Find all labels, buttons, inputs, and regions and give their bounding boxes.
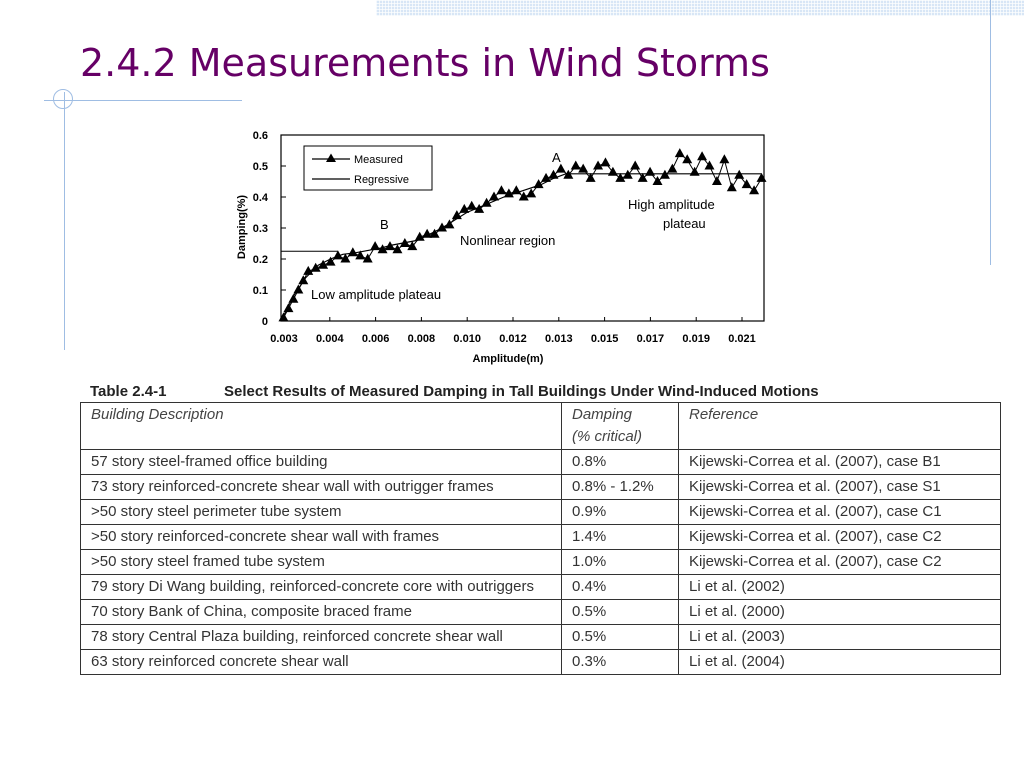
x-tick-label: 0.004 xyxy=(316,333,344,345)
measured-point xyxy=(667,164,677,173)
x-tick-label: 0.019 xyxy=(682,333,710,345)
cell-building-description: 79 story Di Wang building, reinforced-concrete core with outriggers xyxy=(81,575,562,600)
measured-point xyxy=(496,185,506,194)
table-row xyxy=(81,500,1001,525)
y-tick-label: 0.2 xyxy=(252,254,268,266)
cell-damping: 0.8% - 1.2% xyxy=(562,475,679,500)
cell-damping: 0.8% xyxy=(562,450,679,475)
measured-point xyxy=(719,154,729,163)
y-tick-label: 0.5 xyxy=(252,161,268,173)
x-tick-label: 0.010 xyxy=(453,333,481,345)
table-row xyxy=(81,525,1001,550)
x-tick-label: 0.021 xyxy=(728,333,756,345)
table-row xyxy=(81,650,1001,675)
y-axis-label: Damping(%) xyxy=(236,194,248,260)
cell-damping: 1.0% xyxy=(562,550,679,575)
damping-chart xyxy=(228,122,788,372)
measured-point xyxy=(727,182,737,191)
measured-point xyxy=(690,167,700,176)
table-header-row xyxy=(81,403,1001,450)
annotation-high-2: plateau xyxy=(663,216,706,231)
table-row xyxy=(81,450,1001,475)
y-tick-label: 0 xyxy=(261,316,268,328)
cell-damping: 0.9% xyxy=(562,500,679,525)
measured-point xyxy=(370,241,380,250)
table-caption-label: Table 2.4-1 xyxy=(90,383,167,400)
cell-building-description: 78 story Central Plaza building, reinforced concrete shear wall xyxy=(81,625,562,650)
y-tick-label: 0.3 xyxy=(252,223,268,235)
measured-point xyxy=(571,161,581,170)
x-tick-label: 0.012 xyxy=(499,333,527,345)
cell-building-description: >50 story reinforced-concrete shear wall with frames xyxy=(81,525,562,550)
x-tick-label: 0.006 xyxy=(361,333,390,345)
x-tick-label: 0.008 xyxy=(407,333,436,345)
decorative-circle xyxy=(53,89,73,109)
cell-damping: 0.5% xyxy=(562,600,679,625)
cell-damping: 1.4% xyxy=(562,525,679,550)
x-tick-label: 0.003 xyxy=(270,333,298,345)
decorative-band xyxy=(376,0,1024,16)
annotation-low-plateau: Low amplitude plateau xyxy=(311,287,442,302)
cell-building-description: >50 story steel perimeter tube system xyxy=(81,500,562,525)
table-row xyxy=(81,550,1001,575)
measured-point xyxy=(293,285,303,294)
measured-point xyxy=(511,185,521,194)
header-damping: Damping (% critical) xyxy=(562,403,679,450)
cell-building-description: >50 story steel framed tube system xyxy=(81,550,562,575)
table-row xyxy=(81,625,1001,650)
cell-building-description: 57 story steel-framed office building xyxy=(81,450,562,475)
legend-regressive-label: Regressive xyxy=(354,174,410,186)
annotation-b: B xyxy=(380,217,389,232)
measured-point xyxy=(288,294,298,303)
decorative-line xyxy=(44,100,242,101)
measured-point xyxy=(645,167,655,176)
cell-reference: Kijewski-Correa et al. (2007), case S1 xyxy=(679,475,1001,500)
measured-point xyxy=(712,176,722,185)
measured-point xyxy=(283,303,293,312)
legend-measured-label: Measured xyxy=(354,154,403,166)
measured-point xyxy=(630,161,640,170)
damping-results-table xyxy=(80,402,1001,675)
cell-reference: Kijewski-Correa et al. (2007), case B1 xyxy=(679,450,1001,475)
cell-building-description: 73 story reinforced-concrete shear wall with outrigger frames xyxy=(81,475,562,500)
y-tick-label: 0.4 xyxy=(252,192,268,204)
cell-building-description: 70 story Bank of China, composite braced frame xyxy=(81,600,562,625)
table-caption xyxy=(90,382,1010,402)
cell-reference: Li et al. (2000) xyxy=(679,600,1001,625)
x-axis-label: Amplitude(m) xyxy=(472,353,544,365)
cell-reference: Kijewski-Correa et al. (2007), case C1 xyxy=(679,500,1001,525)
measured-point xyxy=(348,247,358,256)
cell-reference: Kijewski-Correa et al. (2007), case C2 xyxy=(679,525,1001,550)
cell-reference: Li et al. (2003) xyxy=(679,625,1001,650)
measured-point xyxy=(600,157,610,166)
x-tick-label: 0.017 xyxy=(636,333,665,345)
table-row xyxy=(81,475,1001,500)
annotation-nonlinear: Nonlinear region xyxy=(460,233,556,248)
cell-reference: Kijewski-Correa et al. (2007), case C2 xyxy=(679,550,1001,575)
cell-reference: Li et al. (2004) xyxy=(679,650,1001,675)
table-row xyxy=(81,575,1001,600)
cell-damping: 0.4% xyxy=(562,575,679,600)
cell-damping: 0.3% xyxy=(562,650,679,675)
x-tick-label: 0.015 xyxy=(590,333,619,345)
table-row xyxy=(81,600,1001,625)
decorative-line xyxy=(64,92,65,350)
decorative-line xyxy=(990,0,991,265)
cell-reference: Li et al. (2002) xyxy=(679,575,1001,600)
header-reference: Reference xyxy=(679,403,1001,450)
measured-point xyxy=(278,312,288,321)
y-tick-label: 0.6 xyxy=(252,130,268,142)
x-tick-label: 0.013 xyxy=(545,333,573,345)
cell-damping: 0.5% xyxy=(562,625,679,650)
header-building-description: Building Description xyxy=(81,403,562,450)
measured-point xyxy=(467,201,477,210)
table-caption-text: Select Results of Measured Damping in Tall Buildings Under Wind-Induced Motions xyxy=(224,383,819,400)
y-tick-label: 0.1 xyxy=(252,285,268,297)
measured-point xyxy=(675,148,685,157)
annotation-a: A xyxy=(552,150,561,165)
measured-point xyxy=(385,241,395,250)
cell-building-description: 63 story reinforced concrete shear wall xyxy=(81,650,562,675)
annotation-high-1: High amplitude xyxy=(628,197,715,212)
slide-title: 2.4.2 Measurements in Wind Storms xyxy=(80,41,770,85)
measured-point xyxy=(697,151,707,160)
